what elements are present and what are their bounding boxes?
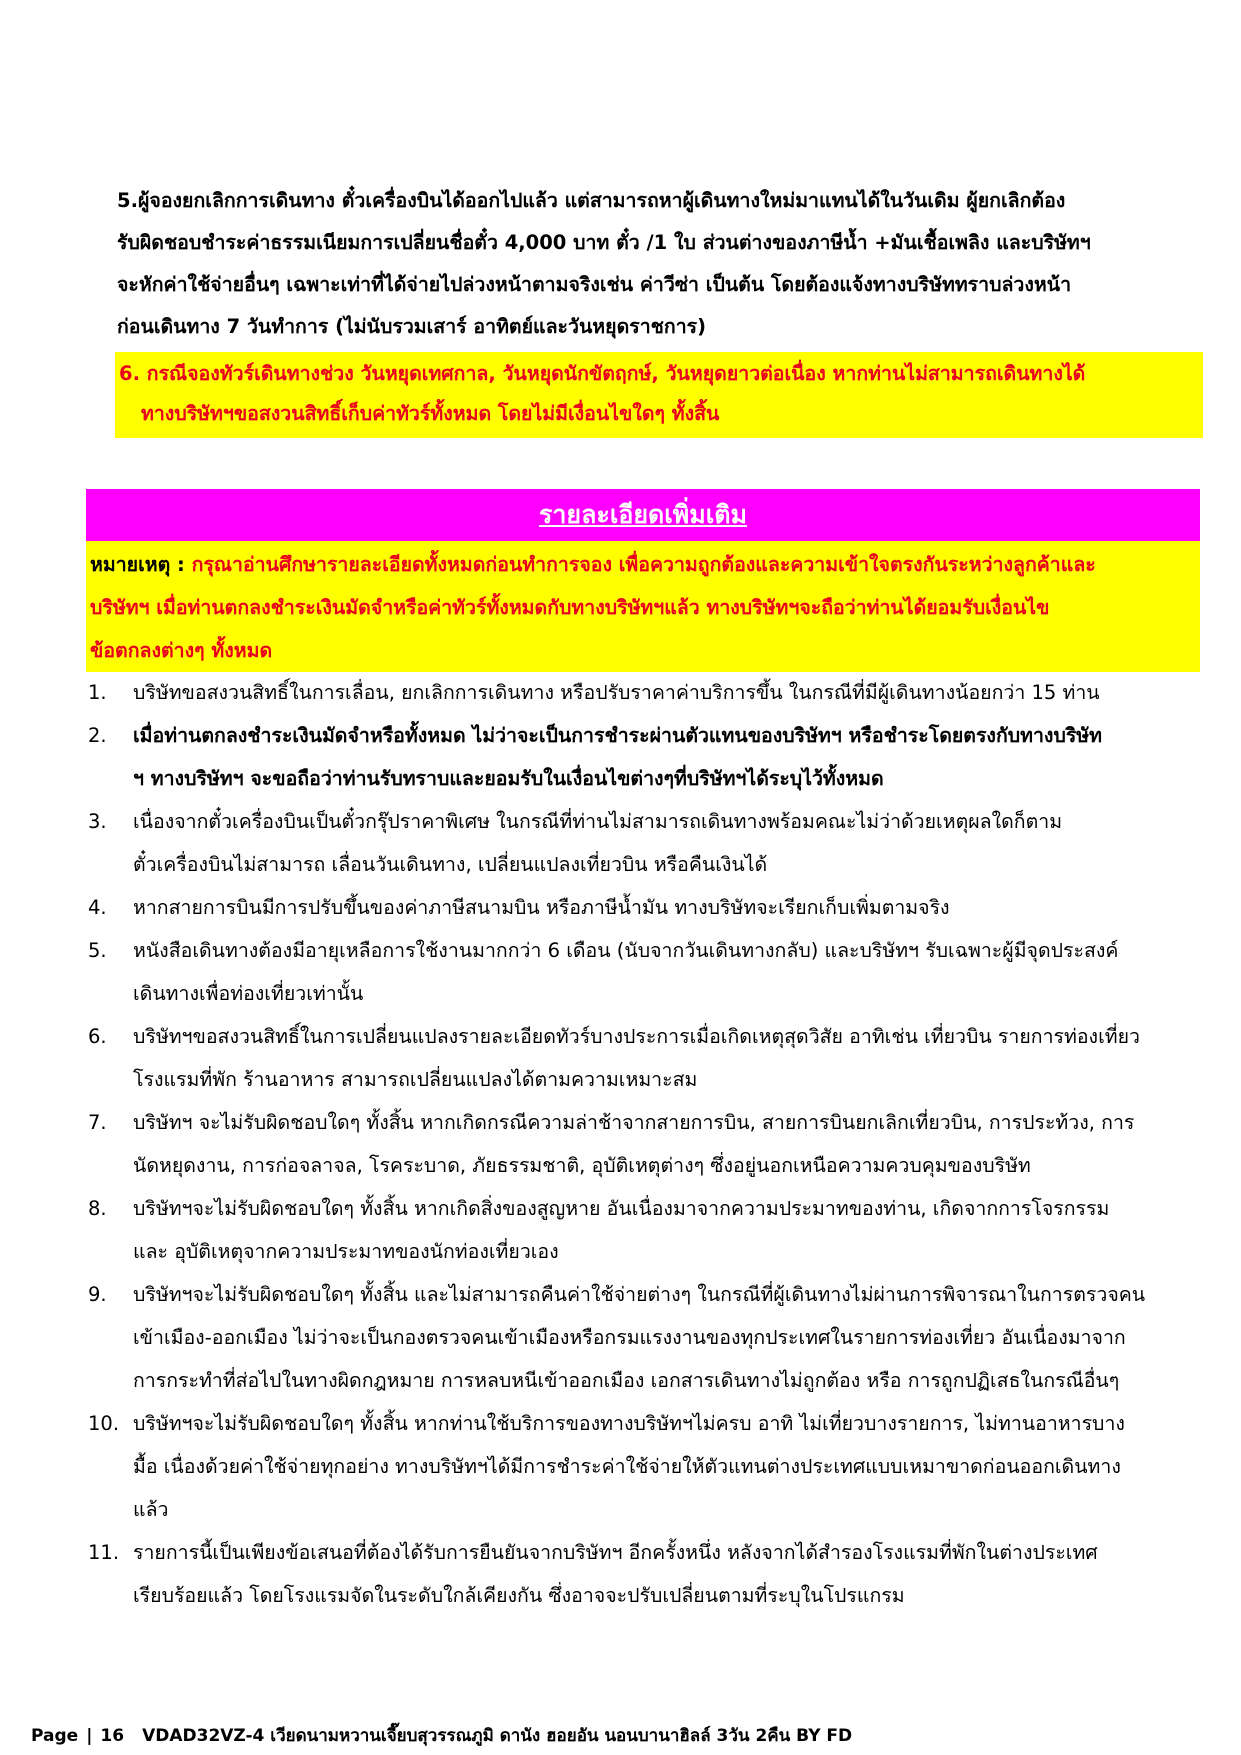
paragraph-6-highlight (115, 352, 1203, 438)
note-line (90, 543, 1200, 586)
list-item-number: 7. (88, 1111, 107, 1134)
list-item-text (133, 1402, 1203, 1531)
list-item-line: บริษัทฯขอสงวนสิทธิ์ในการเปลี่ยนแปลงรายละเอียดทัวร์บางประการเมื่อเกิดเหตุสุดวิสัย อาทิเช่น เที่ยวบิน รายการท่องเที่ยว (133, 1025, 1140, 1048)
footer-separator: | (86, 1726, 93, 1746)
list-item-line: หากสายการบินมีการปรับขึ้นของค่าภาษีสนามบิน หรือภาษีน้ำมัน ทางบริษัทจะเรียกเก็บเพิ่มตามจริง (133, 896, 950, 919)
list-item-number: 10. (88, 1412, 120, 1435)
list-item-line: บริษัทฯ จะไม่รับผิดชอบใดๆ ทั้งสิ้น หากเกิดกรณีความล่าช้าจากสายการบิน, สายการบินยกเลิกเที่ยวบิน, การประท้วง, การ (133, 1111, 1135, 1134)
list-item-line: เมื่อท่านตกลงชำระเงินมัดจำหรือทั้งหมด ไม่ว่าจะเป็นการชำระผ่านตัวแทนของบริษัทฯ หรือชำระโดยตรงกับทางบริษัท (133, 724, 1103, 747)
page-footer (31, 1722, 852, 1749)
list-item-line: ตั๋วเครื่องบินไม่สามารถ เลื่อนวันเดินทาง, เปลี่ยนแปลงเที่ยวบิน หรือคืนเงินได้ (133, 853, 768, 876)
note-line: ข้อตกลงต่างๆ ทั้งหมด (90, 639, 273, 662)
list-item-line: การกระทำที่ส่อไปในทางผิดกฎหมาย การหลบหนีเข้าออกเมือง เอกสารเดินทางไม่ถูกต้อง หรือ การถูกปฏิเสธในกรณีอื่นๆ (133, 1369, 1120, 1392)
note-box (86, 541, 1200, 672)
list-item-text (133, 671, 1203, 714)
section-header: รายละเอียดเพิ่มเติม (86, 489, 1200, 541)
list-item-line: รายการนี้เป็นเพียงข้อเสนอที่ต้องได้รับการยืนยันจากบริษัทฯ อีกครั้งหนึ่ง หลังจากได้สำรองโรงแรมที่พักในต่างประเทศ (133, 1541, 1098, 1564)
list-item-text (133, 1531, 1203, 1617)
list-item-text (133, 714, 1203, 800)
list-item-number: 2. (88, 724, 107, 747)
paragraph-5-line: 5.ผู้จองยกเลิกการเดินทาง ตั๋วเครื่องบินได้ออกไปแล้ว แต่สามารถหาผู้เดินทางใหม่มาแทนได้ในวันเดิม ผู้ยกเลิกต้อง (117, 189, 1066, 212)
list-item-text (133, 929, 1203, 1015)
list-item-line: เนื่องจากตั๋วเครื่องบินเป็นตั๋วกรุ๊ปราคาพิเศษ ในกรณีที่ท่านไม่สามารถเดินทางพร้อมคณะไม่ว่าด้วยเหตุผลใดก็ตาม (133, 810, 1063, 833)
list-item-text (133, 800, 1203, 886)
list-item-text (133, 1273, 1203, 1402)
list-item-number: 5. (88, 939, 107, 962)
list-item-number: 8. (88, 1197, 107, 1220)
list-item-line: หนังสือเดินทางต้องมีอายุเหลือการใช้งานมากกว่า 6 เดือน (นับจากวันเดินทางกลับ) และบริษัทฯ รับเฉพาะผู้มีจุดประสงค์ (133, 939, 1119, 962)
list-item-text (133, 886, 1203, 929)
page-number: 16 (100, 1726, 125, 1746)
list-item-number: 9. (88, 1283, 107, 1306)
paragraph-5-line: รับผิดชอบชำระค่าธรรมเนียมการเปลี่ยนชื่อตั๋ว 4,000 บาท ตั๋ว /1 ใบ ส่วนต่างของภาษีน้ำ +มันเชื้อเพลิง และบริษัทฯ (117, 231, 1091, 254)
list-item-number: 3. (88, 810, 107, 833)
list-item-number: 1. (88, 681, 107, 704)
list-item-line: แล้ว (133, 1498, 169, 1521)
paragraph-5-line: ก่อนเดินทาง 7 วันทำการ (ไม่นับรวมเสาร์ อาทิตย์และวันหยุดราชการ) (117, 315, 707, 338)
list-item-number: 11. (88, 1541, 120, 1564)
paragraph-5 (117, 180, 1197, 348)
list-item-text (133, 1015, 1203, 1101)
paragraph-6-line: ทางบริษัทฯขอสงวนสิทธิ์เก็บค่าทัวร์ทั้งหมด โดยไม่มีเงื่อนไขใดๆ ทั้งสิ้น (141, 402, 720, 425)
list-item-text (133, 1101, 1203, 1187)
note-line: บริษัทฯ เมื่อท่านตกลงชำระเงินมัดจำหรือค่าทัวร์ทั้งหมดกับทางบริษัทฯแล้ว ทางบริษัทฯจะถือว่าท่านได้ยอมรับเงื่อนไข (90, 596, 1050, 619)
list-item-line: โรงแรมที่พัก ร้านอาหาร สามารถเปลี่ยนแปลงได้ตามความเหมาะสม (133, 1068, 698, 1091)
page-label: Page (31, 1726, 79, 1746)
paragraph-6-line: 6. กรณีจองทัวร์เดินทางช่วง วันหยุดเทศกาล, วันหยุดนักขัตฤกษ์, วันหยุดยาวต่อเนื่อง หากท่านไม่สามารถเดินทางได้ (119, 362, 1086, 385)
note-text: กรุณาอ่านศึกษารายละเอียดทั้งหมดก่อนทำการจอง เพื่อความถูกต้องและความเข้าใจตรงกันระหว่างลูกค้าและ (184, 553, 1096, 576)
note-label: หมายเหตุ : (90, 553, 185, 576)
list-item-line: บริษัทขอสงวนสิทธิ์ในการเลื่อน, ยกเลิกการเดินทาง หรือปรับราคาค่าบริการขึ้น ในกรณีที่มีผู้เดินทางน้อยกว่า 15 ท่าน (133, 681, 1100, 704)
list-item-number: 4. (88, 896, 107, 919)
list-item-line: ฯ ทางบริษัทฯ จะขอถือว่าท่านรับทราบและยอมรับในเงื่อนไขต่างๆที่บริษัทฯได้ระบุไว้ทั้งหมด (133, 767, 884, 790)
list-item-line: เดินทางเพื่อท่องเที่ยวเท่านั้น (133, 982, 364, 1005)
list-item-line: มื้อ เนื่องด้วยค่าใช้จ่ายทุกอย่าง ทางบริษัทฯได้มีการชำระค่าใช้จ่ายให้ตัวแทนต่างประเทศแบบเหมาขาดก่อนออกเดินทาง (133, 1455, 1121, 1478)
list-item-line: เรียบร้อยแล้ว โดยโรงแรมจัดในระดับใกล้เคียงกัน ซึ่งอาจจะปรับเปลี่ยนตามที่ระบุในโปรแกรม (133, 1584, 905, 1607)
list-item-line: บริษัทฯจะไม่รับผิดชอบใดๆ ทั้งสิ้น หากเกิดสิ่งของสูญหาย อันเนื่องมาจากความประมาทของท่าน, เกิดจากการโจรกรรม (133, 1197, 1110, 1220)
list-item-line: และ อุบัติเหตุจากความประมาทของนักท่องเที่ยวเอง (133, 1240, 559, 1263)
list-item-line: เข้าเมือง-ออกเมือง ไม่ว่าจะเป็นกองตรวจคนเข้าเมืองหรือกรมแรงงานของทุกประเทศในรายการท่องเที่ยว อันเนื่องมาจาก (133, 1326, 1126, 1349)
list-item-number: 6. (88, 1025, 107, 1048)
list-item-line: นัดหยุดงาน, การก่อจลาจล, โรคระบาด, ภัยธรรมชาติ, อุบัติเหตุต่างๆ ซึ่งอยู่นอกเหนือความควบคุมของบริษัท (133, 1154, 1031, 1177)
list-item-line: บริษัทฯจะไม่รับผิดชอบใดๆ ทั้งสิ้น และไม่สามารถคืนค่าใช้จ่ายต่างๆ ในกรณีที่ผู้เดินทางไม่ผ่านการพิจารณาในการตรวจคน (133, 1283, 1146, 1306)
list-item-line: บริษัทฯจะไม่รับผิดชอบใดๆ ทั้งสิ้น หากท่านใช้บริการของทางบริษัทฯไม่ครบ อาทิ ไม่เที่ยวบางรายการ, ไม่ทานอาหารบาง (133, 1412, 1125, 1435)
document-title: VDAD32VZ-4 เวียดนามหวานเจี๊ยบสุวรรณภูมิ ดานัง ฮอยอัน นอนบานาฮิลล์ 3วัน 2คืน BY FD (142, 1726, 853, 1746)
list-item-text (133, 1187, 1203, 1273)
paragraph-5-line: จะหักค่าใช้จ่ายอื่นๆ เฉพาะเท่าที่ได้จ่ายไปล่วงหน้าตามจริงเช่น ค่าวีซ่า เป็นต้น โดยต้องแจ้งทางบริษัททราบล่วงหน้า (117, 273, 1072, 296)
